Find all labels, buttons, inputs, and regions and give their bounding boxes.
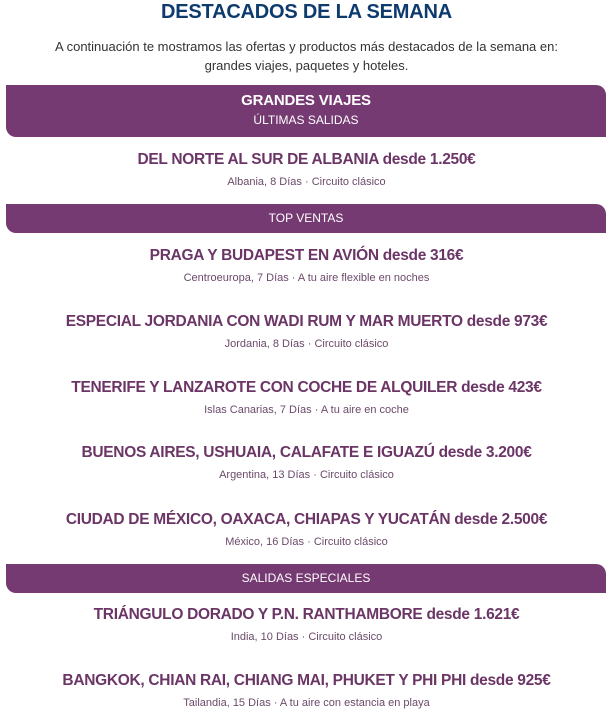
offer-title[interactable]: DEL NORTE AL SUR DE ALBANIA desde 1.250€ (137, 151, 476, 168)
section-title: GRANDES VIAJES (241, 92, 371, 109)
offer-item[interactable] (0, 246, 613, 285)
offer-details: Argentina, 13 Días · Circuito clásico (219, 469, 394, 481)
section-banner-grandes-viajes (6, 85, 606, 137)
offer-details: Tailandia, 15 Días · A tu aire con estancia en playa (183, 697, 430, 709)
intro-line-2: grandes viajes, paquetes y hoteles. (204, 58, 409, 73)
offer-details: México, 16 Días · Circuito clásico (225, 536, 388, 548)
section-title: SALIDAS ESPECIALES (241, 571, 371, 585)
page-title: DESTACADOS DE LA SEMANA (161, 1, 452, 23)
offer-item[interactable] (0, 443, 613, 482)
offer-details: Jordania, 8 Días · Circuito clásico (224, 338, 389, 350)
offer-details: Albania, 8 Días · Circuito clásico (227, 176, 386, 188)
offer-item[interactable] (0, 510, 613, 549)
offer-title[interactable]: BANGKOK, CHIAN RAI, CHIANG MAI, PHUKET Y PHI PHI desde 925€ (62, 672, 551, 689)
offer-details: Islas Canarias, 7 Días · A tu aire en coche (204, 404, 409, 416)
offer-title[interactable]: ESPECIAL JORDANIA CON WADI RUM Y MAR MUERTO desde 973€ (65, 313, 548, 330)
offer-title[interactable]: TENERIFE Y LANZAROTE CON COCHE DE ALQUILER desde 423€ (71, 379, 542, 396)
offer-details: India, 10 Días · Circuito clásico (230, 631, 383, 643)
offer-details: Centroeuropa, 7 Días · A tu aire flexible en noches (183, 272, 430, 284)
offer-title[interactable]: BUENOS AIRES, USHUAIA, CALAFATE E IGUAZÚ desde 3.200€ (81, 444, 532, 461)
offer-item[interactable] (0, 150, 613, 189)
intro-line-1: A continuación te mostramos las ofertas y productos más destacados de la semana en: (55, 39, 558, 54)
section-title: TOP VENTAS (268, 211, 344, 225)
section-banner-top-ventas (6, 204, 606, 233)
offer-title[interactable]: TRIÁNGULO DORADO Y P.N. RANTHAMBORE desde 1.621€ (93, 606, 520, 623)
intro-text (0, 37, 613, 75)
offer-item[interactable] (0, 671, 613, 710)
offer-item[interactable] (0, 312, 613, 351)
offer-title[interactable]: CIUDAD DE MÉXICO, OAXACA, CHIAPAS Y YUCATÁN desde 2.500€ (65, 511, 548, 528)
offer-title[interactable]: PRAGA Y BUDAPEST EN AVIÓN desde 316€ (149, 247, 464, 264)
section-banner-salidas-especiales (6, 564, 606, 593)
offer-item[interactable] (0, 378, 613, 417)
offer-item[interactable] (0, 605, 613, 644)
section-subtitle: ÚLTIMAS SALIDAS (253, 113, 359, 127)
